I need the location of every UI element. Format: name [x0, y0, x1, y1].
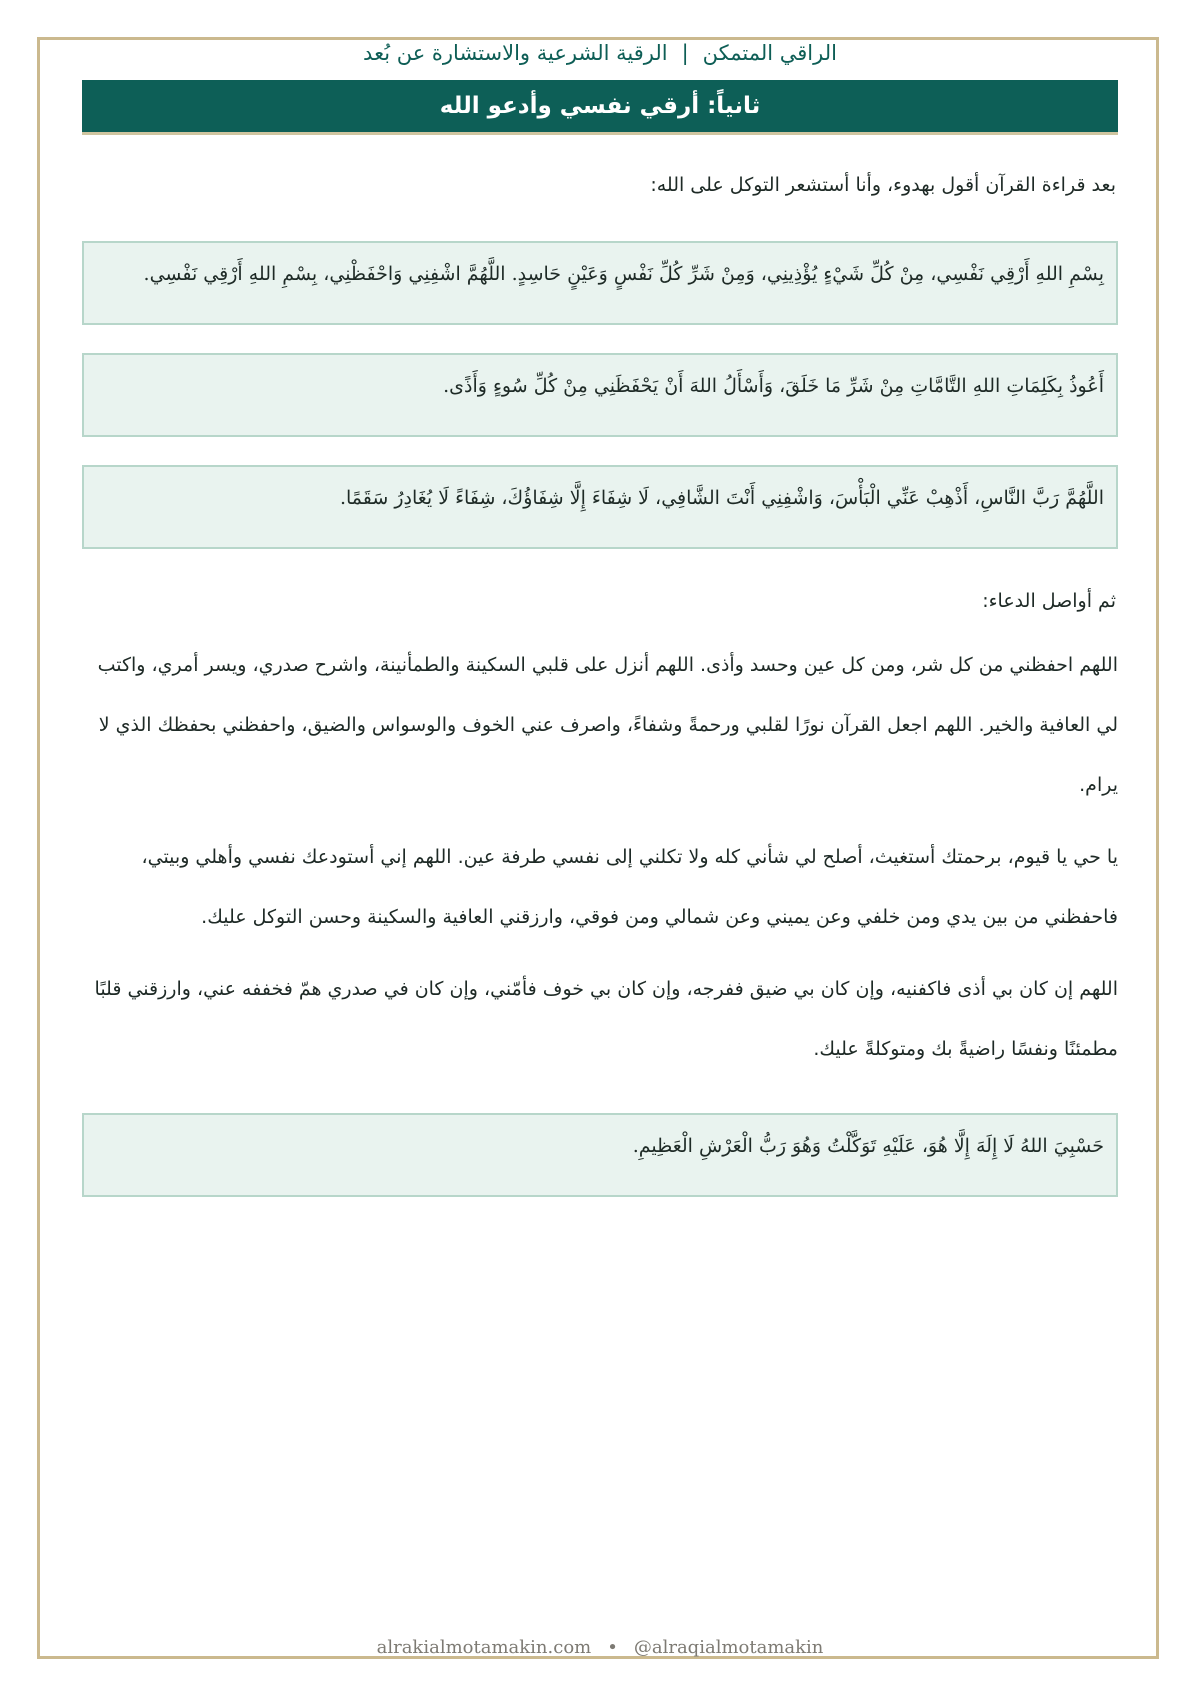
page-header	[82, 38, 1118, 68]
main-content	[82, 165, 1118, 1197]
dua-paragraph-2: يا حي يا قيوم، برحمتك أستغيث، أصلح لي شأني كله ولا تكلني إلى نفسي طرفة عين. اللهم إني أستودعك نفسي وأهلي وبيتي، فاحفظني من بين يدي ومن خلفي وعن يميني وعن شمالي ومن فوقي، وارزقني العافية والسكينة وحسن التوكل عليك.	[141, 846, 1118, 928]
dua-box-1: بِسْمِ اللهِ أَرْقِي نَفْسِي، مِنْ كُلِّ شَيْءٍ يُؤْذِينِي، وَمِنْ شَرِّ كُلِّ نَفْسٍ وَعَيْنٍ حَاسِدٍ. اللَّهُمَّ اشْفِنِي وَاحْفَظْنِي، بِسْمِ اللهِ أَرْقِي نَفْسِي.	[82, 241, 1118, 325]
footer-bullet: •	[607, 1637, 618, 1658]
dua-paragraph-1: اللهم احفظني من كل شر، ومن كل عين وحسد وأذى. اللهم أنزل على قلبي السكينة والطمأنينة، واشرح صدري، ويسر أمري، واكتب لي العافية والخير. اللهم اجعل القرآن نورًا لقلبي ورحمةً وشفاءً، واصرف عني الخوف والوسواس والضيق، واحفظني بحفظك الذي لا يرام.	[97, 654, 1118, 796]
intro-text: بعد قراءة القرآن أقول بهدوء، وأنا أستشعر التوكل على الله:	[650, 174, 1116, 196]
dua-box-2: أَعُوذُ بِكَلِمَاتِ اللهِ التَّامَّاتِ مِنْ شَرِّ مَا خَلَقَ، وَأَسْأَلُ اللهَ أَنْ يَحْفَظَنِي مِنْ كُلِّ سُوءٍ وَأَذًى.	[82, 353, 1118, 437]
dua-paragraph-3: اللهم إن كان بي أذى فاكفنيه، وإن كان بي ضيق ففرجه، وإن كان بي خوف فأمّني، وإن كان في صدري همّ فخففه عني، وارزقني قلبًا مطمئنًا ونفسًا راضيةً بك ومتوكلةً عليك.	[94, 978, 1118, 1060]
brand-name: الراقي المتمكن	[702, 41, 837, 65]
footer-handle: @alraqialmotamakin	[633, 1637, 824, 1658]
closing-dua-box: حَسْبِيَ اللهُ لَا إِلَهَ إِلَّا هُوَ، عَلَيْهِ تَوَكَّلْتُ وَهُوَ رَبُّ الْعَرْشِ الْعَظِيمِ.	[82, 1113, 1118, 1197]
header-separator: |	[681, 41, 689, 65]
page-footer	[82, 1637, 1118, 1658]
continue-text: ثم أواصل الدعاء:	[982, 590, 1116, 612]
header-subtitle: الرقية الشرعية والاستشارة عن بُعد	[363, 41, 668, 65]
section-title-banner	[82, 80, 1118, 135]
section-title: ثانياً: أرقي نفسي وأدعو الله	[439, 93, 761, 119]
dua-box-3: اللَّهُمَّ رَبَّ النَّاسِ، أَذْهِبْ عَنِّي الْبَأْسَ، وَاشْفِنِي أَنْتَ الشَّافِي، لَا شِفَاءَ إِلَّا شِفَاؤُكَ، شِفَاءً لَا يُغَادِرُ سَقَمًا.	[82, 465, 1118, 549]
footer-website: alrakialmotamakin.com	[376, 1637, 592, 1658]
